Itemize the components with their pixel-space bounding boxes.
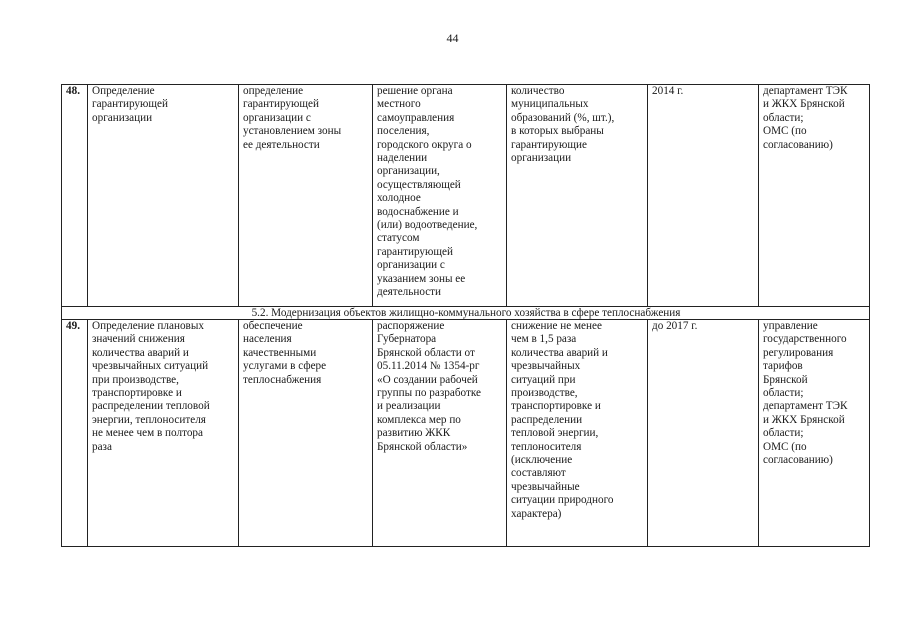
document-cell: решение органа местного самоуправления поселения, городского округа о наделении организации, осуществляющей холодное водоснабжение и (или) водоотведение, статусом гарантирующей организации с указанием зоны ее деятельности [373,85,507,307]
deadline-cell: 2014 г. [648,85,759,307]
measure-cell: Определение плановых значений снижения количества аварий и чрезвычайных ситуаций при производстве, транспортировке и распределении тепловой энергии, теплоносителя не менее чем в полтора раза [88,320,239,547]
result-cell: обеспечение населения качественными услугами в сфере теплоснабжения [239,320,373,547]
row-number: 48. [62,85,88,307]
table-row [62,85,870,307]
responsible-cell: управление государственного регулирования тарифов Брянской области; департамент ТЭК и ЖКХ Брянской области; ОМС (по согласованию) [759,320,870,547]
result-cell: определение гарантирующей организации с установлением зоны ее деятельности [239,85,373,307]
indicator-cell: снижение не менее чем в 1,5 раза количества аварий и чрезвычайных ситуаций при производстве, транспортировке и распределении тепловой энергии, теплоносителя (исключение составляют чрезвычайные ситуации природного характера) [507,320,648,547]
responsible-cell: департамент ТЭК и ЖКХ Брянской области; ОМС (по согласованию) [759,85,870,307]
indicator-cell: количество муниципальных образований (%, шт.), в которых выбраны гарантирующие организации [507,85,648,307]
document-cell: распоряжение Губернатора Брянской области от 05.11.2014 № 1354-рг «О создании рабочей группы по разработке и реализации комплекса мер по развитию ЖКК Брянской области» [373,320,507,547]
page-number: 44 [446,31,459,45]
row-number: 49. [62,320,88,547]
measure-cell: Определение гарантирующей организации [88,85,239,307]
section-row [62,307,870,320]
deadline-cell: до 2017 г. [648,320,759,547]
table-row [62,320,870,547]
measures-table [61,84,870,547]
section-heading: 5.2. Модернизация объектов жилищно-коммунального хозяйства в сфере теплоснабжения [62,307,870,320]
